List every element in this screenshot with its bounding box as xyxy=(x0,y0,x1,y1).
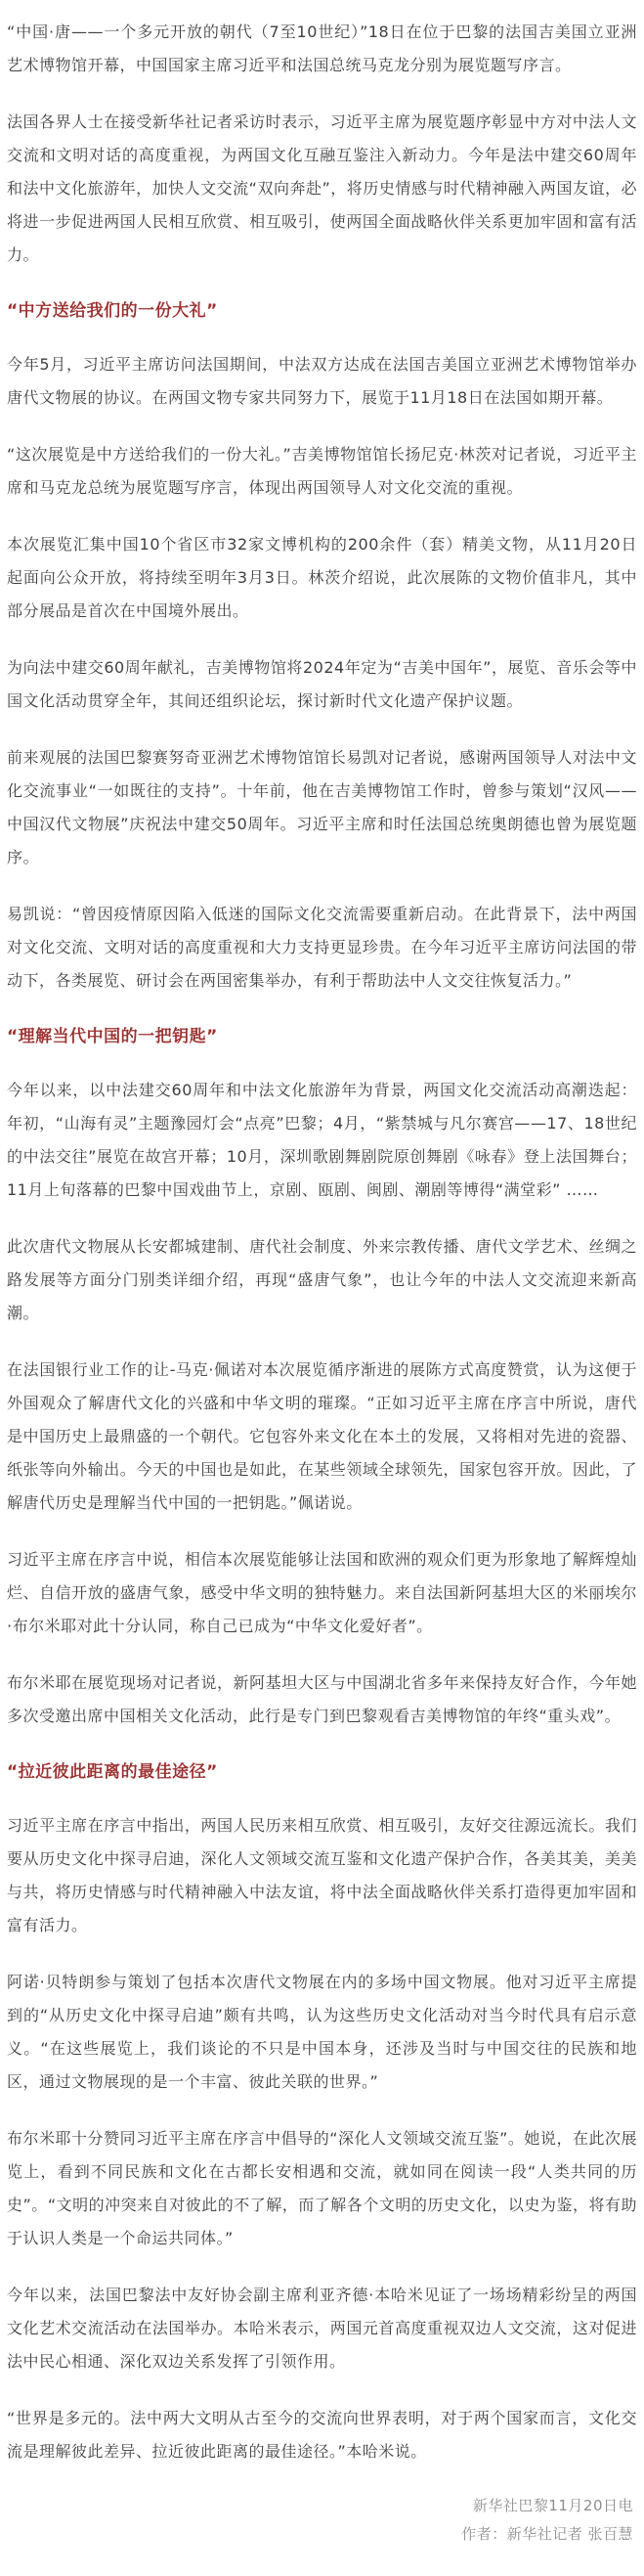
section-heading: “中方送给我们的一份大礼” xyxy=(7,301,218,321)
article-signature xyxy=(7,2492,637,2549)
article-paragraph: 易凯说：“曾因疫情原因陷入低迷的国际文化交流需要重新启动。在此背景下，法中两国对文化交流、文明对话的高度重视和大力支持更显珍贵。在今年习近平主席访问法国的带动下，各类展览、研讨会在两国密集举办，有利于帮助法中人文交往恢复活力。” xyxy=(7,905,637,990)
section-heading: “拉近彼此距离的最佳途径” xyxy=(7,1762,218,1782)
article-paragraph: 今年以来，以中法建交60周年和中法文化旅游年为背景，两国文化交流活动高潮迭起：年初，“山海有灵”主题豫园灯会“点亮”巴黎；4月，“紫禁城与凡尔赛宫——17、18世纪的中法交往”展览在故宫开幕；10月，深圳歌剧舞剧院原创舞剧《咏春》登上法国舞台；11月上旬落幕的巴黎中国戏曲节上，京剧、瓯剧、闽剧、潮剧等博得“满堂彩” …… xyxy=(7,1081,637,1199)
dateline: 新华社巴黎11月20日电 xyxy=(472,2497,633,2514)
article-paragraph: 布尔米耶在展览现场对记者说，新阿基坦大区与中国湖北省多年来保持友好合作，今年她多次受邀出席中国相关文化活动，此行是专门到巴黎观看吉美博物馆的年终“重头戏”。 xyxy=(7,1673,637,1725)
byline: 作者：新华社记者 张百慧 xyxy=(461,2525,633,2543)
article-paragraph: “这次展览是中方送给我们的一份大礼。”吉美博物馆馆长扬尼克·林茨对记者说，习近平主席和马克龙总统为展览题写序言，体现出两国领导人对文化交流的重视。 xyxy=(7,445,637,497)
article-paragraph: 为向法中建交60周年献礼，吉美博物馆将2024年定为“吉美中国年”，展览、音乐会等中国文化活动贯穿全年，其间还组织论坛，探讨新时代文化遗产保护议题。 xyxy=(7,658,637,710)
article-paragraph: 本次展览汇集中国10个省区市32家文博机构的200余件（套）精美文物，从11月20日起面向公众开放，将持续至明年3月3日。林茨介绍说，此次展陈的文物价值非凡，其中部分展品是首次在中国境外展出。 xyxy=(7,535,637,620)
article-paragraph: 在法国银行业工作的让-马克·佩诺对本次展览循序渐进的展陈方式高度赞赏，认为这便于外国观众了解唐代文化的兴盛和中华文明的璀璨。“正如习近平主席在序言中所说，唐代是中国历史上最鼎盛的一个朝代。它包容外来文化在本土的发展，又将相对先进的瓷器、纸张等向外输出。今天的中国也是如此，在某些领域全球领先，国家包容开放。因此，了解唐代历史是理解当代中国的一把钥匙。”佩诺说。 xyxy=(7,1360,637,1512)
article-paragraph: “中国·唐——一个多元开放的朝代（7至10世纪）”18日在位于巴黎的法国吉美国立亚洲艺术博物馆开幕，中国国家主席习近平和法国总统马克龙分别为展览题写序言。 xyxy=(7,22,637,74)
article-paragraph: 布尔米耶十分赞同习近平主席在序言中倡导的“深化人文领域交流互鉴”。她说，在此次展览上，看到不同民族和文化在古都长安相遇和交流，就如同在阅读一段“人类共同的历史”。“文明的冲突来自对彼此的不了解，而了解各个文明的历史文化，以史为鉴，将有助于认识人类是一个命运共同体。” xyxy=(7,2129,637,2247)
article-paragraph: 今年5月，习近平主席访问法国期间，中法双方达成在法国吉美国立亚洲艺术博物馆举办唐代文物展的协议。在两国文物专家共同努力下，展览于11月18日在法国如期开幕。 xyxy=(7,355,637,407)
article-paragraph: 法国各界人士在接受新华社记者采访时表示，习近平主席为展览题序彰显中方对中法人文交流和文明对话的高度重视，为两国文化互融互鉴注入新动力。今年是法中建交60周年和法中文化旅游年，加快人文交流“双向奔赴”，将历史情感与时代精神融入两国友谊，必将进一步促进两国人民相互欣赏、相互吸引，使两国全面战略伙伴关系更加牢固和富有活力。 xyxy=(7,112,637,264)
article-paragraph: 此次唐代文物展从长安都城建制、唐代社会制度、外来宗教传播、唐代文学艺术、丝绸之路发展等方面分门别类详细介绍，再现“盛唐气象”，也让今年的中法人文交流迎来新高潮。 xyxy=(7,1237,637,1322)
article-paragraph: 习近平主席在序言中指出，两国人民历来相互欣赏、相互吸引，友好交往源远流长。我们要从历史文化中探寻启迪，深化人文领域交流互鉴和文化遗产保护合作，各美其美，美美与共，将历史情感与时代精神融入中法友谊，将中法全面战略伙伴关系打造得更加牢固和富有活力。 xyxy=(7,1816,637,1934)
article-paragraph: “世界是多元的。法中两大文明从古至今的交流向世界表明，对于两个国家而言，文化交流是理解彼此差异、拉近彼此距离的最佳途径。”本哈米说。 xyxy=(7,2409,637,2461)
section-heading: “理解当代中国的一把钥匙” xyxy=(7,1027,218,1046)
article-paragraph: 习近平主席在序言中说，相信本次展览能够让法国和欧洲的观众们更为形象地了解辉煌灿烂、自信开放的盛唐气象，感受中华文明的独特魅力。来自法国新阿基坦大区的米丽埃尔·布尔米耶对此十分认同，称自己已成为“中华文化爱好者”。 xyxy=(7,1550,637,1635)
article-paragraph: 今年以来，法国巴黎法中友好协会副主席利亚齐德·本哈米见证了一场场精彩纷呈的两国文化艺术交流活动在法国举办。本哈米表示，两国元首高度重视双边人文交流，这对促进法中民心相通、深化双边关系发挥了引领作用。 xyxy=(7,2286,637,2371)
article-paragraph: 前来观展的法国巴黎赛努奇亚洲艺术博物馆馆长易凯对记者说，感谢两国领导人对法中文化交流事业“一如既往的支持”。十年前，他在吉美博物馆工作时，曾参与策划“汉风——中国汉代文物展”庆祝法中建交50周年。习近平主席和时任法国总统奥朗德也曾为展览题序。 xyxy=(7,748,637,866)
article-paragraph: 阿诺·贝特朗参与策划了包括本次唐代文物展在内的多场中国文物展。他对习近平主席提到的“从历史文化中探寻启迪”颇有共鸣，认为这些历史文化活动对当今时代具有启示意义。“在这些展览上，我们谈论的不只是中国本身，还涉及当时与中国交往的民族和地区，通过文物展现的是一个丰富、彼此关联的世界。” xyxy=(7,1973,637,2091)
